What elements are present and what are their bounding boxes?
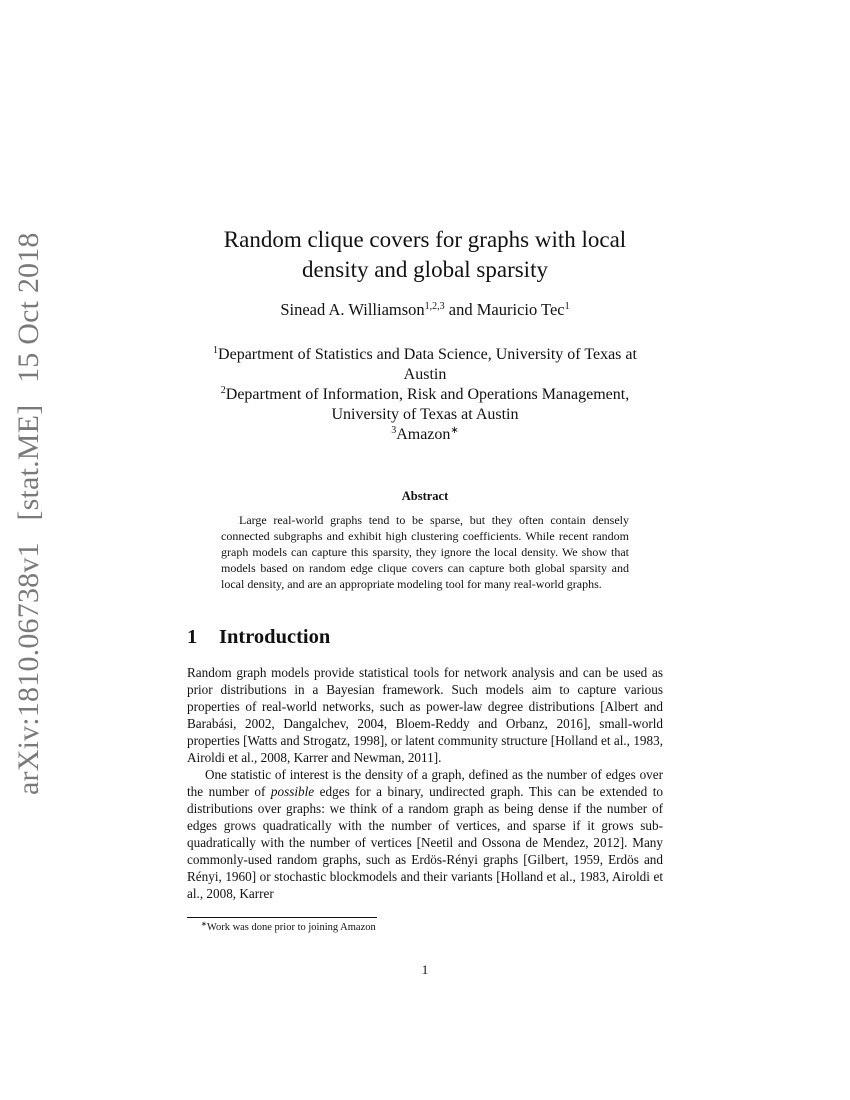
page-number: 1 [421, 962, 429, 977]
paragraph-2-part-1: One statistic of interest is the density of a graph, defined as the number of edges over the number of [187, 767, 663, 799]
author-conjunction: and [448, 300, 473, 319]
section-title: Introduction [219, 626, 331, 648]
paragraph-2-emphasis: possible [270, 784, 315, 799]
footnote-text: Work was done prior to joining Amazon [206, 922, 376, 933]
paragraph-2-part-2: edges for a binary, undirected graph. This can be extended to distributions over graphs: we think of a random graph as being dense if the number of edges grows quadratically with the number of vertices, and sparse if it grows sub-quadratically with the number of vertices [Neetil and Ossona de Mendez, 2012]. Many commonly-used random graphs, such as Erdös-Rényi graphs [Gilbert, 1959, Erdös and Rényi, 1960] or stochastic blockmodels and their variants [Holland et al., 1983, Airoldi et al., 2008, Karrer [187, 784, 663, 901]
affiliation-1 [0, 345, 850, 365]
affiliation-3-line-1: Amazon [396, 426, 451, 443]
affiliation-3 [0, 425, 850, 445]
title-line-2: density and global sparsity [302, 257, 548, 282]
author-2: Mauricio Tec [476, 300, 565, 319]
author-1: Sinead A. Williamson [280, 300, 425, 319]
paper-title [0, 225, 850, 285]
affiliation-2 [0, 385, 850, 405]
affiliation-2-line-1: Department of Information, Risk and Operations Management, [225, 386, 630, 403]
arxiv-date: 15 Oct 2018 [12, 232, 45, 383]
affiliation-2-line-2: University of Texas at Austin [331, 406, 519, 423]
paragraph-2 [187, 766, 663, 902]
section-heading [187, 626, 330, 649]
affiliation-3-sup: 3 [391, 425, 397, 436]
author-list [0, 300, 850, 320]
affiliation-1-line-2: Austin [403, 366, 447, 383]
affiliation-2-sup: 2 [220, 385, 226, 396]
footnote [201, 922, 376, 933]
footnote-mark: ∗ [201, 920, 207, 928]
affiliations [0, 345, 850, 445]
affiliation-1-line-1: Department of Statistics and Data Science, University of Texas at [218, 346, 637, 363]
affiliation-1-sup: 1 [213, 345, 219, 356]
arxiv-id: arXiv:1810.06738v1 [12, 542, 45, 795]
affiliation-3-footnote-mark: ∗ [450, 425, 459, 436]
body-text [187, 664, 663, 902]
abstract-heading: Abstract [401, 489, 449, 503]
title-line-1: Random clique covers for graphs with local [223, 227, 627, 252]
author-2-affil-sup: 1 [564, 301, 570, 312]
paragraph-1: Random graph models provide statistical tools for network analysis and can be used as prior distributions in a Bayesian framework. Such models aim to capture various properties of real-world networks, such as power-law degree distributions [Albert and Barabási, 2002, Dangalchev, 2004, Bloem-Reddy and Orbanz, 2016], small-world properties [Watts and Strogatz, 1998], or latent community structure [Holland et al., 1983, Airoldi et al., 2008, Karrer and Newman, 2011]. [187, 665, 663, 765]
section-number: 1 [187, 626, 198, 648]
author-1-affil-sup: 1,2,3 [424, 301, 445, 312]
footnote-rule [187, 917, 377, 918]
abstract-text: Large real-world graphs tend to be sparse, but they often contain densely connected subgraphs and exhibit high clustering coefficients. While recent random graph models can capture this sparsity, they ignore the local density. We show that models based on random edge clique covers can capture both global sparsity and local density, and are an appropriate modeling tool for many real-world graphs. [221, 513, 629, 591]
arxiv-category: [stat.ME] [12, 404, 45, 521]
